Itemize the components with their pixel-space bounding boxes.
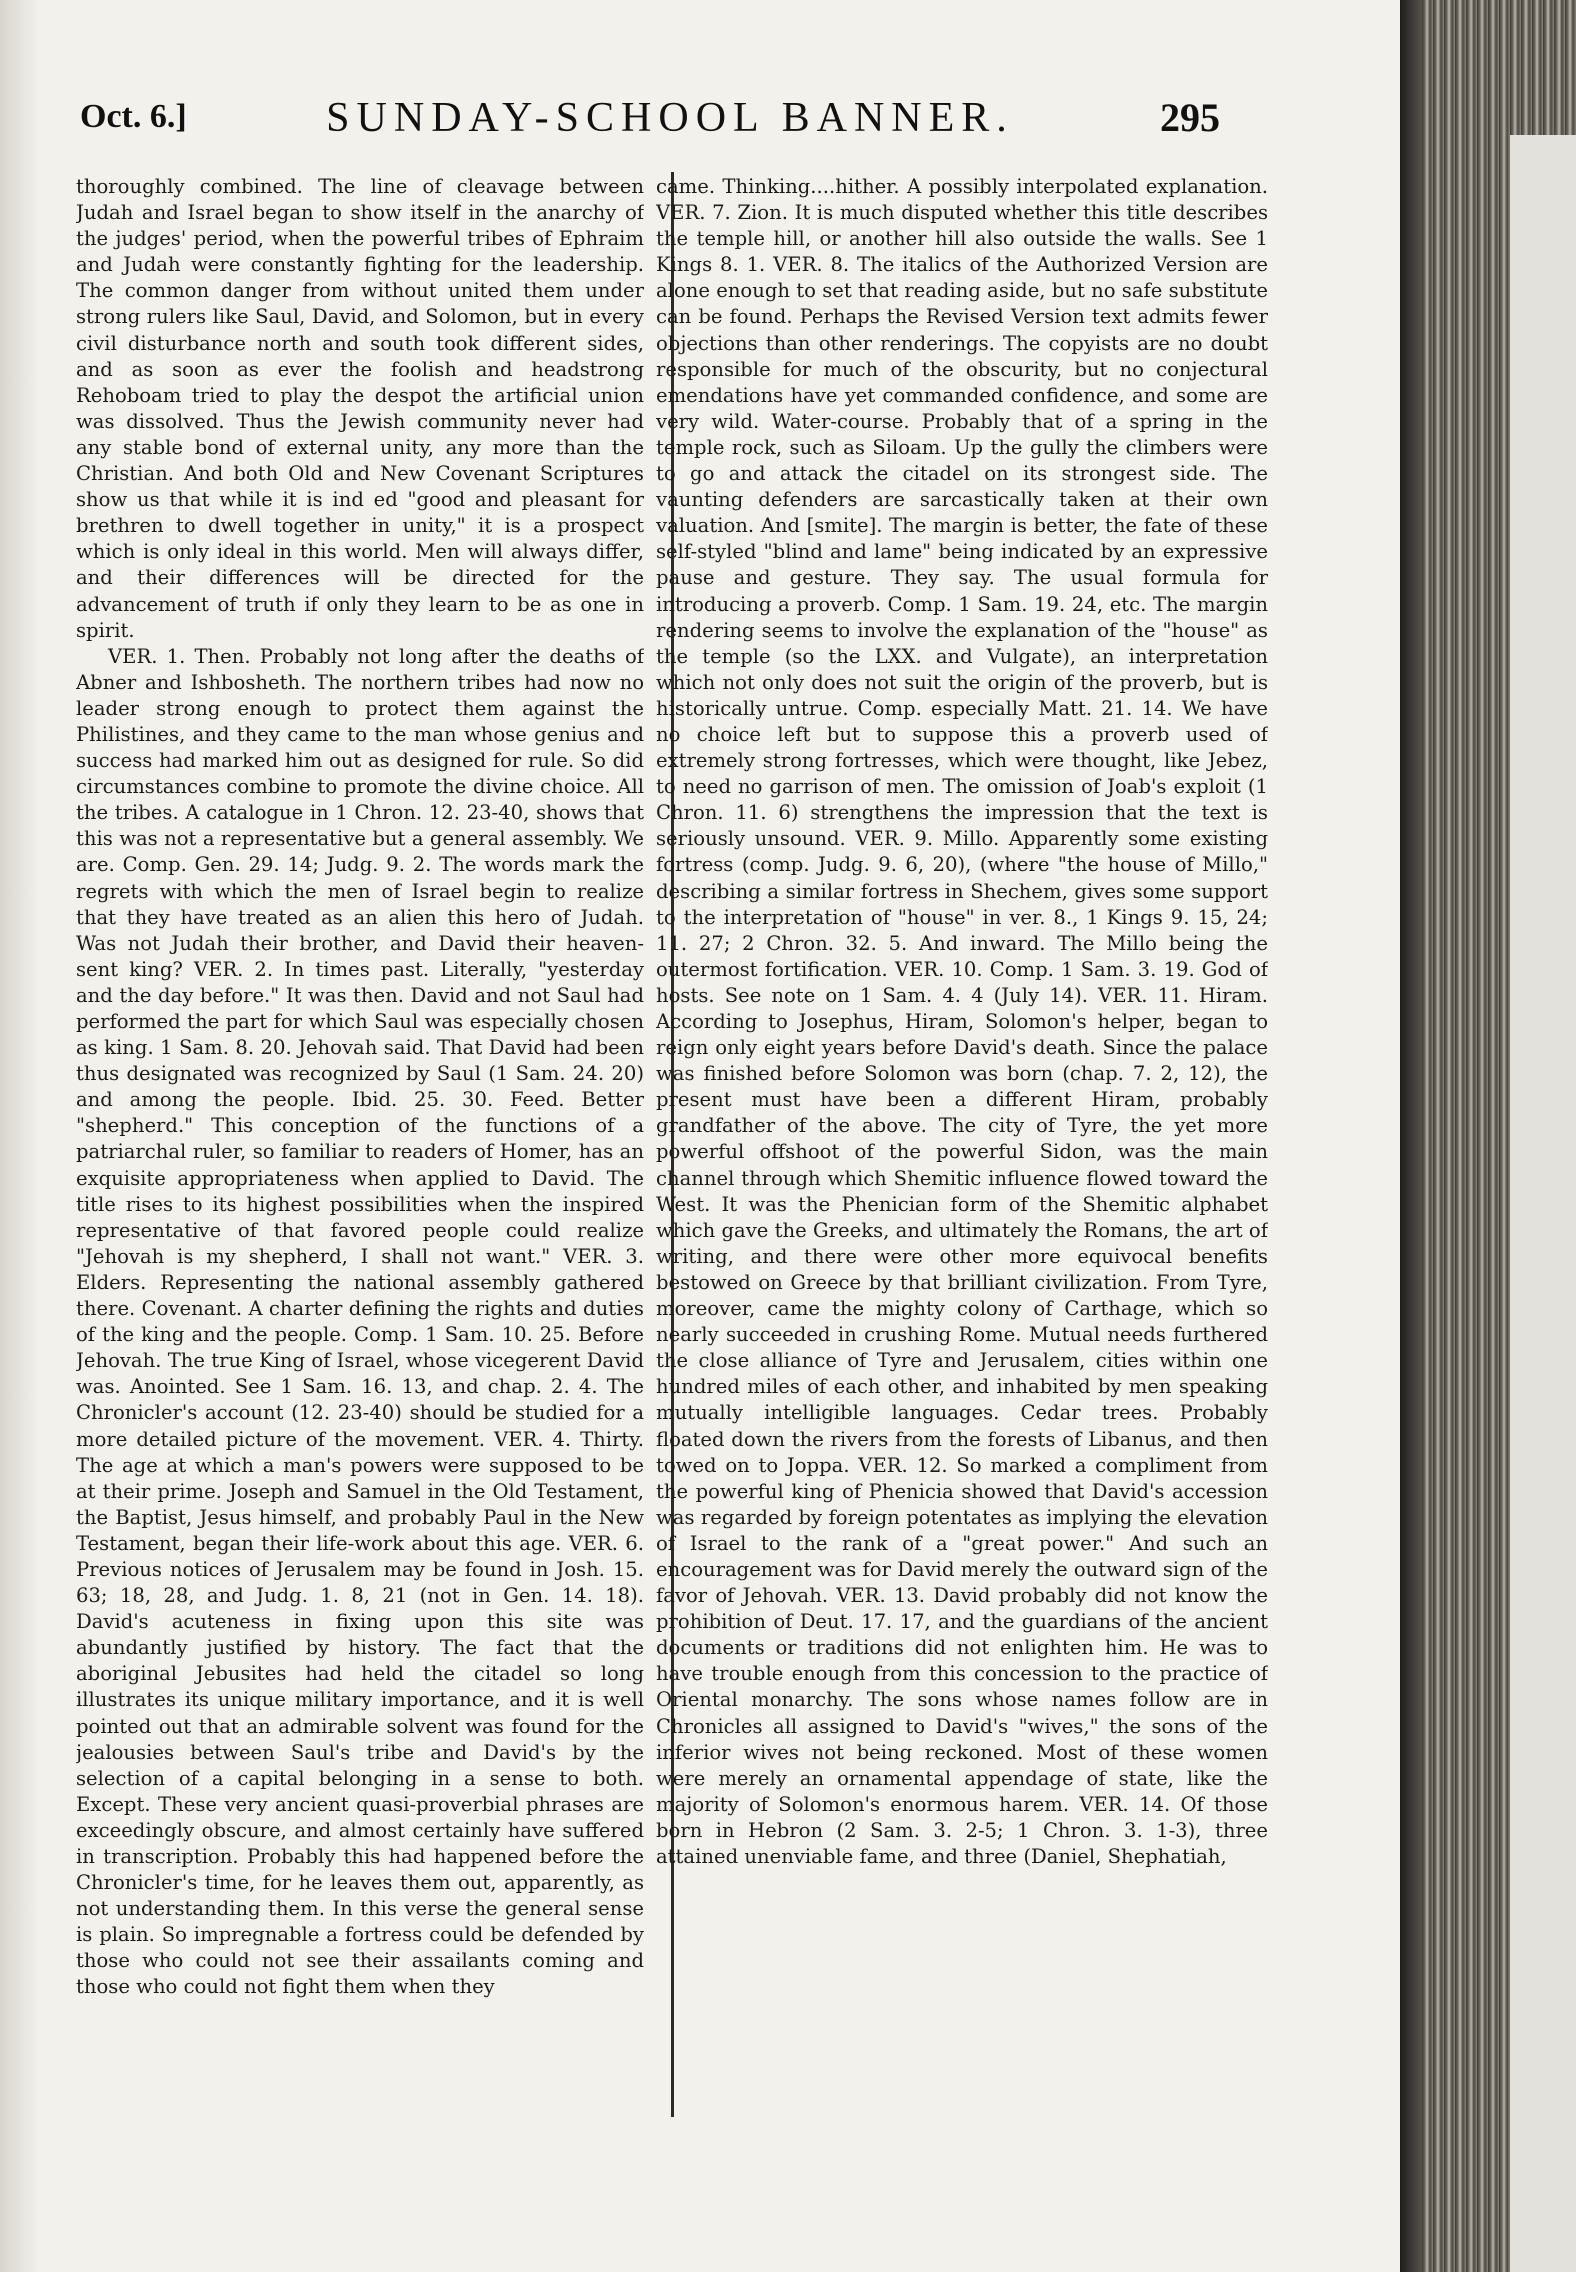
next-page-edge <box>1510 135 1576 2272</box>
book-page-edges <box>1400 0 1576 2272</box>
left-paragraph-2: VER. 1. Then. Probably not long after the deaths of Abner and Ishbosheth. The northern tribes had now no leader strong enough to protect them against the Philistines, and they came to the man whose genius and success had marked him out as designed for rule. So did circumstances combine to promote the divine choice. All the tribes. A catalogue in 1 Chron. 12. 23-40, shows that this was not a representative but a general assembly. We are. Comp. Gen. 29. 14; Judg. 9. 2. The words mark the regrets with which the men of Israel begin to realize that they have treated as an alien this hero of Judah. Was not Judah their brother, and David their heaven-sent king? VER. 2. In times past. Literally, "yesterday and the day before." It was then. David and not Saul had performed the part for which Saul was especially chosen as king. 1 Sam. 8. 20. Jehovah said. That David had been thus designated was recognized by Saul (1 Sam. 24. 20) and among the people. Ibid. 25. 30. Feed. Better "shepherd." This conception of the functions of a patriarchal ruler, so familiar to readers of Homer, has an exquisite appropriateness when applied to David. The title rises to its highest possibilities when the inspired representative of that favored people could realize "Jehovah is my shepherd, I shall not want." VER. 3. Elders. Representing the national assembly gathered there. Covenant. A charter defining the rights and duties of the king and the people. Comp. 1 Sam. 10. 25. Before Jehovah. The true King of Israel, whose vicegerent David was. Anointed. See 1 Sam. 16. 13, and chap. 2. 4. The Chronicler's account (12. 23-40) should be studied for a more detailed picture of the movement. VER. 4. Thirty. The age at which a man's powers were supposed to be at their prime. Joseph and Samuel in the Old Testament, the Baptist, Jesus himself, and probably Paul in the New Testament, began their life-work about this age. VER. 6. Previous notices of Jerusalem may be found in Josh. 15. 63; 18, 28, and Judg. 1. 8, 21 (not in Gen. 14. 18). David's acuteness in fixing upon this site was abundantly justified by history. The fact that the aboriginal Jebusites had held the citadel so long illustrates its unique military importance, and it is well pointed out that an admirable solvent was found for the jealousies between Saul's tribe and David's by the selection of a capital belonging in a sense to both. Except. These very ancient quasi-proverbial phrases are exceedingly obscure, and almost certainly have suffered in transcription. Probably this had happened before the Chronicler's time, for he leaves them out, apparently, as not understanding them. In this verse the general sense is plain. So impregnable a fortress could be defended by those who could not see their assailants coming and those who could not fight them when they <box>76 644 644 1999</box>
running-header <box>80 92 1220 152</box>
left-paragraph-1: thoroughly combined. The line of cleavage between Judah and Israel began to show itself in the anarchy of the judges' period, when the powerful tribes of Ephraim and Judah were constantly fighting for the leadership. The common danger from without united them under strong rulers like Saul, David, and Solomon, but in every civil disturbance north and south took different sides, and as soon as ever the foolish and headstrong Rehoboam tried to play the despot the artificial union was dissolved. Thus the Jewish community never had any stable bond of external unity, any more than the Christian. And both Old and New Covenant Scriptures show us that while it is ind ed "good and pleasant for brethren to dwell together in unity," it is a prospect which is only ideal in this world. Men will always differ, and their differences will be directed for the advancement of truth if only they learn to be as one in spirit. <box>76 175 644 642</box>
page-number: 295 <box>1160 95 1220 140</box>
header-date: Oct. 6.] <box>80 98 187 135</box>
right-paragraph-1: came. Thinking....hither. A possibly interpolated explanation. VER. 7. Zion. It is much disputed whether this title describes the temple hill, or another hill also outside the walls. See 1 Kings 8. 1. VER. 8. The italics of the Authorized Version are alone enough to set that reading aside, but no safe substitute can be found. Perhaps the Revised Version text admits fewer objections than other renderings. The copyists are no doubt responsible for much of the obscurity, but no conjectural emendations have yet commanded confidence, and some are very wild. Water-course. Probably that of a spring in the temple rock, such as Siloam. Up the gully the climbers were to go and attack the citadel on its strongest side. The vaunting defenders are sarcastically taken at their own valuation. And [smite]. The margin is better, the fate of these self-styled "blind and lame" being indicated by an expressive pause and gesture. They say. The usual formula for introducing a proverb. Comp. 1 Sam. 19. 24, etc. The margin rendering seems to involve the explanation of the "house" as the temple (so the LXX. and Vulgate), an interpretation which not only does not suit the origin of the proverb, but is historically untrue. Comp. especially Matt. 21. 14. We have no choice left but to suppose this a proverb used of extremely strong fortresses, which were thought, like Jebez, to need no garrison of men. The omission of Joab's exploit (1 Chron. 11. 6) strengthens the impression that the text is seriously unsound. VER. 9. Millo. Apparently some existing fortress (comp. Judg. 9. 6, 20), (where "the house of Millo," describing a similar fortress in Shechem, gives some support to the interpretation of "house" in ver. 8., 1 Kings 9. 15, 24; 11. 27; 2 Chron. 32. 5. And inward. The Millo being the outermost fortification. VER. 10. Comp. 1 Sam. 3. 19. God of hosts. See note on 1 Sam. 4. 4 (July 14). VER. 11. Hiram. According to Josephus, Hiram, Solomon's helper, began to reign only eight years before David's death. Since the palace was finished before Solomon was born (chap. 7. 2, 12), the present must have been a different Hiram, probably grandfather of the above. The city of Tyre, the yet more powerful offshoot of the powerful Sidon, was the main channel through which Shemitic influence flowed toward the West. It was the Phenician form of the Shemitic alphabet which gave the Greeks, and ultimately the Romans, the art of writing, and there were other more equivocal benefits bestowed on Greece by that brilliant civilization. From Tyre, moreover, came the mighty colony of Carthage, which so nearly succeeded in crushing Rome. Mutual needs furthered the close alliance of Tyre and Jerusalem, cities within one hundred miles of each other, and inhabited by men speaking mutually intelligible languages. Cedar trees. Probably floated down the rivers from the forests of Libanus, and then towed on to Joppa. VER. 12. So marked a compliment from the powerful king of Phenicia showed that David's accession was regarded by foreign potentates as implying the elevation of Israel to the rank of a "great power." And such an encouragement was for David merely the outward sign of the favor of Jehovah. VER. 13. David probably did not know the prohibition of Deut. 17. 17, and the guardians of the ancient documents or traditions did not enlighten him. He was to have trouble enough from this concession to the practice of Oriental monarchy. The sons whose names follow are in Chronicles all assigned to David's "wives," the sons of the inferior wives not being reckoned. Most of these women were merely an ornamental appendage of state, like the majority of Solomon's enormous harem. VER. 14. Of those born in Hebron (2 Sam. 3. 2-5; 1 Chron. 3. 1-3), three attained unenviable fame, and three (Daniel, Shephatiah, <box>656 175 1268 1868</box>
page-gutter-shadow <box>0 0 40 2272</box>
binding-shadow <box>1400 0 1422 2272</box>
left-column <box>76 174 644 2124</box>
right-column <box>656 174 1268 2124</box>
header-title: SUNDAY-SCHOOL BANNER. <box>326 95 1014 141</box>
